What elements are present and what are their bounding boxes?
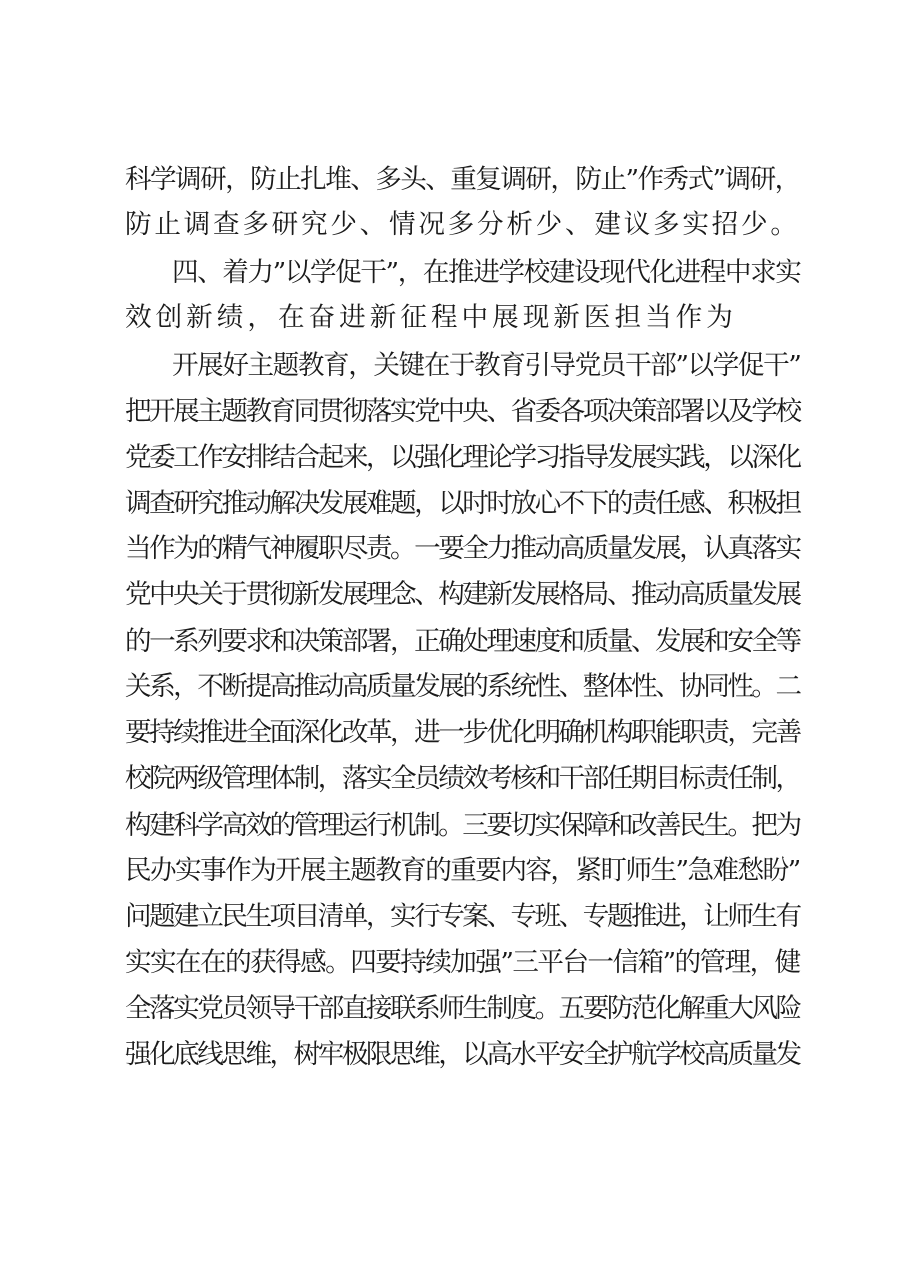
text-line: 强化底线思维，树牢极限思维，以高水平安全护航学校高质量发 [125, 1039, 800, 1070]
text-line: 科学调研，防止扎堆、多头、重复调研，防止”作秀式”调研， [125, 164, 800, 195]
text-line: 党中央关于贯彻新发展理念、构建新发展格局、推动高质量发展 [125, 579, 800, 610]
text-line: 要持续推进全面深化改革，进一步优化明确机构职能职责，完善 [125, 717, 800, 748]
text-line: 关系，不断提高推动高质量发展的系统性、整体性、协同性。二 [125, 671, 800, 702]
text-line: 防止调查多研究少、情况多分析少、建议多实招少。 [125, 209, 800, 240]
text-line: 校院两级管理体制，落实全员绩效考核和干部任期目标责任制， [125, 763, 800, 794]
text-line: 当作为的精气神履职尽责。一要全力推动高质量发展，认真落实 [125, 533, 800, 564]
text-line: 全落实党员领导干部直接联系师生制度。五要防范化解重大风险 [125, 993, 800, 1024]
section-heading-line: 效创新绩，在奋进新征程中展现新医担当作为 [125, 302, 737, 333]
text-line: 把开展主题教育同贯彻落实党中央、省委各项决策部署以及学校 [125, 396, 800, 427]
text-line: 党委工作安排结合起来，以强化理论学习指导发展实践，以深化 [125, 442, 800, 473]
section-heading-line: 四、着力”以学促干”，在推进学校建设现代化进程中求实 [172, 257, 801, 288]
text-line: 问题建立民生项目清单，实行专案、专班、专题推进，让师生有 [125, 901, 800, 932]
text-line: 的一系列要求和决策部署，正确处理速度和质量、发展和安全等 [125, 626, 800, 657]
text-line: 民办实事作为开展主题教育的重要内容，紧盯师生”急难愁盼” [125, 855, 800, 886]
text-line: 构建科学高效的管理运行机制。三要切实保障和改善民生。把为 [125, 810, 800, 841]
text-line: 调查研究推动解决发展难题，以时时放心不下的责任感、积极担 [125, 488, 800, 519]
text-line: 开展好主题教育，关键在于教育引导党员干部”以学促干” [172, 350, 801, 381]
text-line: 实实在在的获得感。四要持续加强”三平台一信箱”的管理，健 [125, 947, 800, 978]
